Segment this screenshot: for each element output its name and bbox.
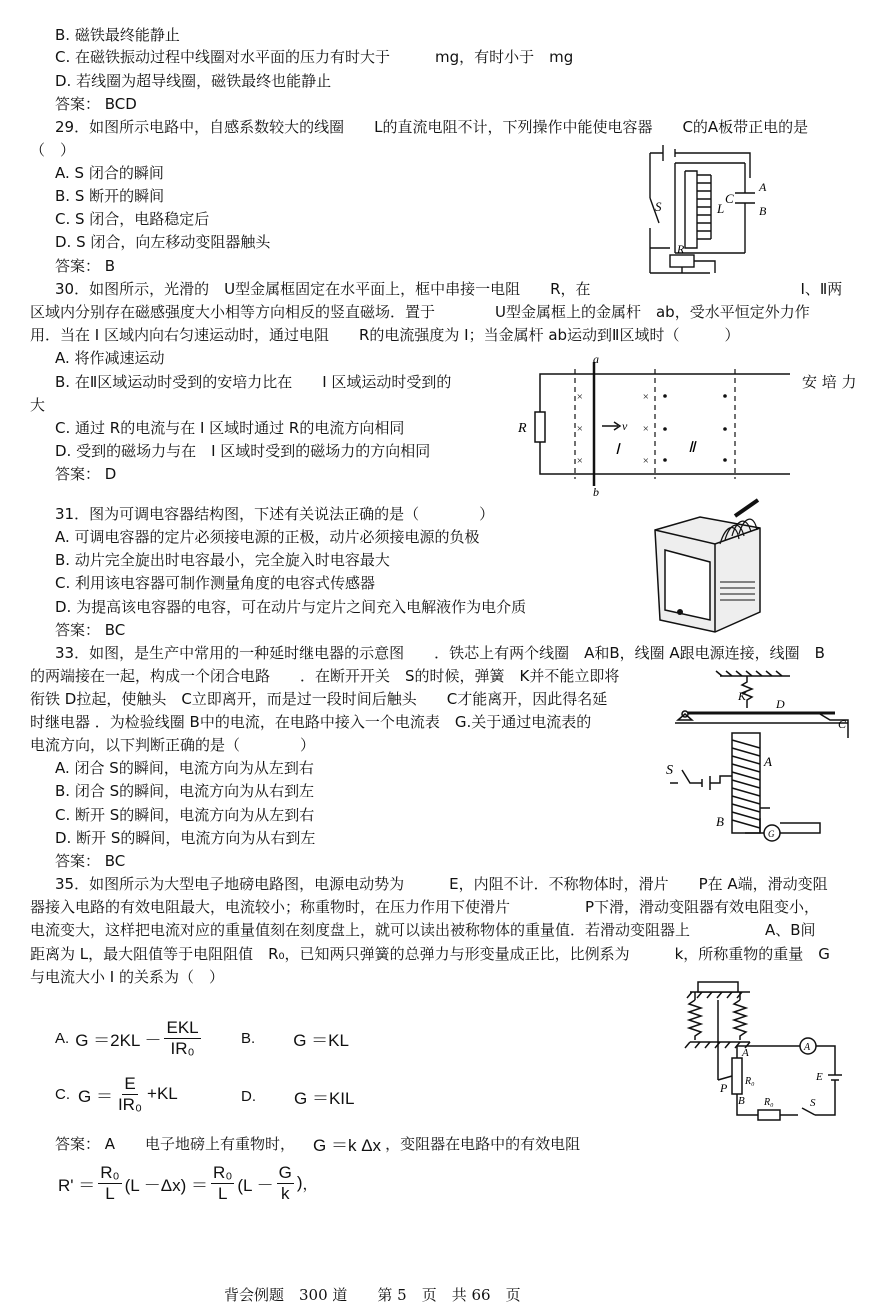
q29-option-c: C. S 闭合，电路稳定后	[55, 210, 210, 228]
answer-text: 答案： A 电子地磅上有重物时，	[55, 1135, 296, 1153]
switch-s-label: S	[666, 763, 673, 778]
coil-a-label: A	[764, 754, 772, 769]
fraction	[164, 1018, 200, 1059]
svg-text:×: ×	[576, 423, 584, 435]
endpoint-a-label: A	[742, 1047, 749, 1059]
option-d: D. 若线圈为超导线圈，磁铁最终也能静止	[55, 72, 332, 90]
resistor-r0-label: R₀	[764, 1097, 774, 1108]
q30-option-b: B. 在Ⅱ区域运动时受到的安培力比在 Ⅰ 区域运动时受到的	[55, 373, 452, 391]
formula-text: G ＝KIL	[294, 1089, 355, 1108]
formula-text: (L －Δx) ＝	[124, 1175, 209, 1195]
switch-label: S	[655, 199, 662, 214]
q30-option-b-tail: 安 培 力	[802, 373, 857, 391]
q33-stem: 33．如图，是生产中常用的一种延时继电器的示意图 ．铁芯上有两个线圈 A和B，线圈 A跟电源连接，线圈 B	[55, 644, 825, 662]
q35-resistance-formula	[58, 1158, 318, 1208]
fraction	[98, 1163, 121, 1204]
q30-option-b-end: 大	[30, 396, 46, 414]
resistor-r-label: R	[518, 421, 527, 436]
velocity-label: v	[622, 419, 628, 433]
coil-b-label: B	[716, 814, 724, 829]
formula-text: R' ＝	[58, 1175, 96, 1195]
numerator: EKL	[166, 1017, 199, 1037]
q30-stem: 30．如图所示，光滑的 U型金属框固定在水平面上，框中串接一电阻 R，在 Ⅰ、Ⅱ两	[55, 280, 843, 298]
resistor-label: R	[677, 242, 685, 256]
q30-option-a: A. 将作减速运动	[55, 349, 165, 367]
formula-text: (L －	[237, 1175, 274, 1195]
formula-text: ，	[302, 1175, 318, 1193]
electronic-scale-circuit-figure	[680, 980, 860, 1125]
denominator: k	[280, 1183, 290, 1203]
page-footer: 背会例题 300 道 第 5 页 共 66 页	[224, 1286, 521, 1304]
armature-d-label: D	[776, 697, 785, 711]
q35-option-b	[241, 1026, 349, 1051]
q35-stem-cont: 器接入电路的有效电阻最大，电流较小；称重物时，在压力作用下使滑片 P下滑，滑动变阻器有效电阻变小，	[30, 898, 820, 916]
formula-text: G ＝	[78, 1086, 113, 1106]
svg-text:×: ×	[642, 391, 650, 403]
q35-answer	[55, 1131, 580, 1156]
option-b: B. 磁铁最终能静止	[55, 26, 180, 44]
q33-option-c: C. 断开 S的瞬间，电流方向为从左到右	[55, 806, 315, 824]
q29-stem: 29．如图所示电路中，自感系数较大的线圈 L的直流电阻不计，下列操作中能使电容器 C的A板带正电的是	[55, 118, 809, 136]
numerator: R₀	[100, 1162, 120, 1182]
q30-option-c: C. 通过 R的电流与在 Ⅰ 区域时通过 R的电流方向相同	[55, 419, 405, 437]
q29-option-b: B. S 断开的瞬间	[55, 187, 165, 205]
answer-text: ，变阻器在电路中的有效电阻	[385, 1135, 581, 1153]
rheostat-r0-label: R₀	[745, 1076, 755, 1087]
option-label: D.	[241, 1088, 256, 1105]
denominator: IR₀	[117, 1094, 143, 1114]
region-one-label: Ⅰ	[615, 442, 620, 458]
q33-stem-cont: 的两端接在一起，构成一个闭合电路 ．在断开开关 S的时候，弹簧 K并不能立即将	[30, 667, 620, 685]
q33-stem-cont2: 衔铁 D拉起，使触头 C立即离开，而是过一段时间后触头 C才能离开，因此得名延	[30, 690, 608, 708]
q31-option-c: C. 利用该电容器可制作测量角度的电容式传感器	[55, 574, 376, 592]
q29-option-d: D. S 闭合，向左移动变阻器触头	[55, 233, 271, 251]
formula-text: G ＝KL	[293, 1031, 349, 1050]
plate-b-label: B	[759, 204, 767, 218]
numerator: R₀	[213, 1162, 233, 1182]
q30-option-d: D. 受到的磁场力与在 Ⅰ 区域时受到的磁场力的方向相同	[55, 442, 431, 460]
q33-option-a: A. 闭合 S的瞬间，电流方向为从左到右	[55, 759, 314, 777]
q29-stem-cont: （ ）	[30, 141, 76, 159]
q35-stem-cont3: 距离为 L，最大阻值等于电阻阻值 R₀，已知两只弹簧的总弹力与形变量成正比，比例系为 k，所称重物的重量 G	[30, 945, 830, 963]
option-label: B.	[241, 1030, 256, 1047]
q29-option-a: A. S 闭合的瞬间	[55, 164, 164, 182]
q35-stem-cont4: 与电流大小 I 的关系为（ ）	[30, 968, 224, 986]
slider-p-label: P	[720, 1081, 728, 1095]
svg-text:×: ×	[576, 455, 584, 467]
inductor-label: L	[717, 201, 725, 216]
q31-option-d: D. 为提高该电容器的电容，可在动片与定片之间充入电解液作为电介质	[55, 598, 527, 616]
option-label: A.	[55, 1029, 70, 1047]
denominator: L	[105, 1183, 115, 1203]
emf-e-label: E	[816, 1071, 823, 1083]
q33-stem-cont3: 时继电器 ．为检验线圈 B中的电流，在电路中接入一个电流表 G.关于通过电流表的	[30, 713, 592, 731]
q35-option-a	[55, 1014, 204, 1062]
svg-text:×: ×	[642, 455, 650, 467]
q33-option-b: B. 闭合 S的瞬间，电流方向为从右到左	[55, 782, 315, 800]
spring-k-label: K	[738, 689, 747, 703]
q29-answer: 答案： B	[55, 257, 116, 275]
delay-relay-figure	[660, 668, 860, 848]
svg-text:×: ×	[576, 391, 584, 403]
plate-a-label: A	[759, 180, 767, 194]
capacitor-label: C	[725, 191, 734, 206]
option-c: C. 在磁铁振动过程中线圈对水平面的压力有时大于 mg，有时小于 mg	[55, 48, 574, 66]
q35-stem: 35．如图所示为大型电子地磅电路图，电源电动势为 E，内阻不计．不称物体时，滑片 P在 A端，滑动变阻	[55, 875, 828, 893]
q31-answer: 答案： BC	[55, 621, 126, 639]
endpoint-b-label: B	[738, 1095, 745, 1107]
q30-stem-cont: 区域内分别存在磁感强度大小相等方向相反的竖直磁场．置于 U型金属框上的金属杆 ab，受水平恒定外力作	[30, 303, 810, 321]
q31-option-a: A. 可调电容器的定片必须接电源的正极，动片必须接电源的负极	[55, 528, 480, 546]
q31-stem: 31．图为可调电容器结构图，下述有关说法正确的是（ ）	[55, 505, 495, 523]
denominator: IR₀	[170, 1038, 195, 1058]
fraction	[211, 1163, 234, 1204]
q30-answer: 答案： D	[55, 465, 117, 483]
q30-stem-cont2: 用．当在 Ⅰ 区域内向右匀速运动时，通过电阻 R的电流强度为 I；当金属杆 ab运动到Ⅱ区域时（ ）	[30, 326, 740, 344]
q33-option-d: D. 断开 S的瞬间，电流方向为从右到左	[55, 829, 316, 847]
region-two-label: Ⅱ	[688, 440, 696, 456]
q29-circuit-figure	[635, 143, 795, 278]
numerator: G	[278, 1162, 292, 1182]
denominator: L	[217, 1183, 228, 1203]
galvanometer-label: G	[768, 829, 775, 839]
fraction	[277, 1163, 294, 1204]
answer: 答案： BCD	[55, 95, 137, 113]
formula-text: G ＝2KL －	[75, 1030, 162, 1050]
q33-answer: 答案： BC	[55, 852, 126, 870]
switch-s-label: S	[810, 1097, 816, 1109]
rod-end-b-label: b	[593, 485, 599, 499]
numerator: E	[124, 1073, 136, 1093]
q30-u-frame-figure	[510, 354, 800, 499]
variable-capacitor-figure	[640, 492, 780, 642]
q33-stem-cont4: 电流方向，以下判断正确的是（ ）	[30, 736, 316, 754]
option-label: C.	[55, 1085, 70, 1103]
q31-option-b: B. 动片完全旋出时电容最小，完全旋入时电容最大	[55, 551, 390, 569]
formula-text: +KL	[147, 1084, 178, 1103]
q35-option-c	[55, 1070, 178, 1118]
ammeter-label: A	[804, 1042, 811, 1053]
rod-end-a-label: a	[593, 354, 599, 366]
q35-option-d	[241, 1084, 354, 1109]
fraction	[116, 1074, 144, 1115]
formula-text: )	[296, 1173, 303, 1192]
contact-c-label: C	[838, 717, 847, 731]
answer-equation: G ＝k Δx	[313, 1136, 382, 1155]
q35-stem-cont2: 电流变大，这样把电流对应的重量值刻在刻度盘上，就可以读出被称物体的重量值．若滑动变阻器上 A、B间	[30, 921, 816, 939]
svg-text:×: ×	[642, 423, 650, 435]
